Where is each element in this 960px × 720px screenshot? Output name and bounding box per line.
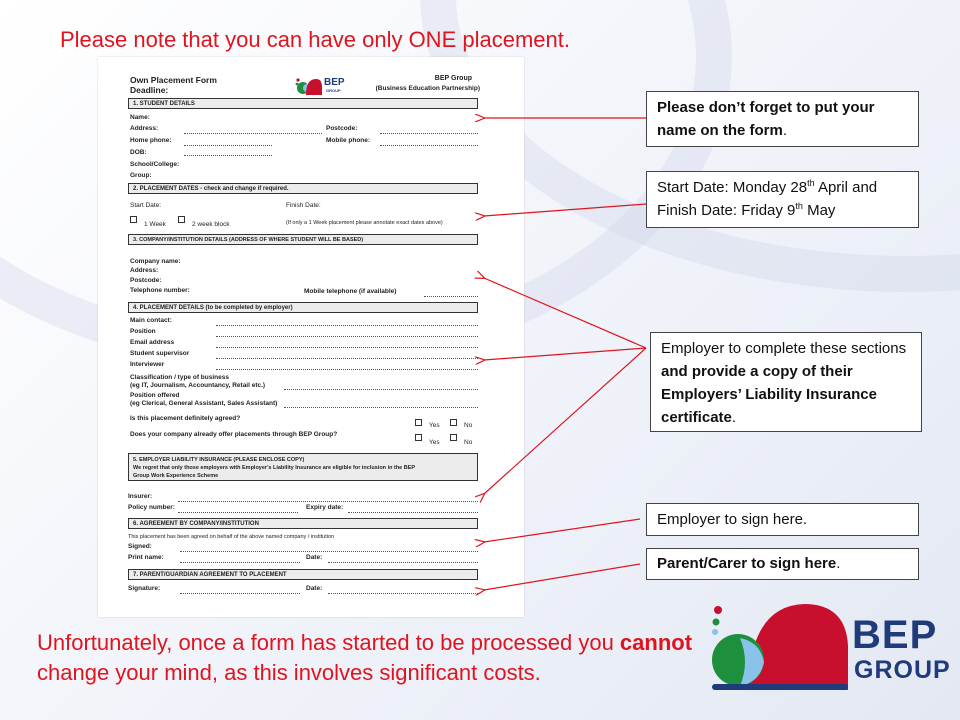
label-classification-eg: (eg IT, Journalism, Accountancy, Retail etc.) (130, 382, 266, 389)
label-position-offered: Position offered (130, 392, 180, 399)
callout-dates-b: April and Finish Date: Friday 9 (657, 179, 878, 219)
label-print-name: Print name: (128, 554, 164, 561)
label-company-postcode: Postcode: (130, 277, 162, 284)
label-already-question: Does your company already offer placements through BEP Group? (130, 431, 338, 438)
label-telephone: Telephone number: (130, 287, 190, 294)
logo-bep-text: BEP (852, 613, 938, 657)
callout-parent-sign (646, 548, 919, 580)
arrow-employer-2 (484, 348, 646, 360)
label-address: Address: (130, 125, 159, 132)
label-supervisor: Student supervisor (130, 350, 190, 357)
label-no: No (464, 422, 473, 429)
callout-name (646, 91, 919, 147)
bottom-note-bold: cannot (619, 630, 693, 655)
label-signature: Signature: (128, 585, 161, 592)
section-1-header: 1. STUDENT DETAILS (128, 98, 478, 109)
label-classification: Classification / type of business (130, 374, 229, 381)
arrow-parent-sign (484, 564, 640, 590)
label-1-week: 1 Week (144, 221, 166, 228)
label-yes: Yes (429, 422, 440, 429)
label-date: Date: (306, 554, 323, 561)
section-6-text: This placement has been agreed on behalf of the above named company / institution (128, 534, 335, 540)
label-finish-date: Finish Date: (286, 202, 321, 209)
label-date-2: Date: (306, 585, 323, 592)
callout-employer-sign (646, 503, 919, 536)
label-postcode: Postcode: (326, 125, 358, 132)
label-signed: Signed: (128, 543, 152, 550)
callout-parent-end: . (836, 555, 841, 572)
callout-dates-sup1: th (807, 178, 815, 188)
label-yes: Yes (429, 439, 440, 446)
logo-group-text: GROUP (854, 656, 951, 684)
label-2-week: 2 week block (192, 221, 230, 228)
label-main-contact: Main contact: (130, 317, 172, 324)
label-dob: DOB: (130, 149, 147, 156)
label-insurer: Insurer: (128, 493, 153, 500)
label-interviewer: Interviewer (130, 361, 165, 368)
label-mobile-phone: Mobile phone: (326, 137, 371, 144)
section-5-text-2: Group Work Experience Scheme (133, 473, 219, 479)
bottom-note-part2: change your mind, as this involves significant costs. (37, 660, 541, 685)
top-note: Please note that you can have only ONE placement. (60, 27, 570, 52)
label-email: Email address (130, 339, 175, 346)
callout-dates-a: Start Date: Monday 28 (657, 179, 808, 196)
label-group: Group: (130, 172, 152, 179)
section-5-text-1: We regret that only those employers with Employer's Liability Insurance are eligible for inclusion in the BEP (133, 465, 416, 471)
label-name: Name: (130, 114, 150, 121)
callout-employer-sign-text: Employer to sign here. (657, 511, 808, 528)
label-position-eg: (eg Clerical, General Assistant, Sales Assistant) (130, 400, 278, 407)
bottom-note-part1: Unfortunately, once a form has started to be processed you (37, 630, 620, 655)
callout-employer-complete (650, 332, 922, 432)
form-deadline: Deadline: (130, 85, 169, 95)
callout-employer-bold: and provide a copy of their Employers’ Liability Insurance certificate (661, 363, 877, 426)
callout-dates-sup2: th (795, 201, 803, 211)
arrow-employer-sign (484, 519, 640, 542)
label-expiry: Expiry date: (306, 504, 344, 511)
callout-dates-c: May (802, 202, 836, 219)
form-org-full: (Business Education Partnership) (375, 85, 480, 92)
label-no: No (464, 439, 473, 446)
form-logo-text: BEP (324, 77, 345, 88)
label-position: Position (130, 328, 156, 335)
section-2-header: 2. PLACEMENT DATES - check and change if required. (128, 183, 478, 194)
callout-employer-a: Employer to complete these sections (661, 340, 907, 357)
section-4-header: 4. PLACEMENT DETAILS (to be completed by employer) (128, 302, 478, 313)
label-agreed-question: Is this placement definitely agreed? (130, 415, 241, 422)
one-week-note: (If only a 1 Week placement please annotate exact dates above) (286, 220, 443, 226)
section-6-header: 6. AGREEMENT BY COMPANY/INSTITUTION (128, 518, 478, 529)
callout-parent-bold: Parent/Carer to sign here (657, 555, 837, 572)
section-3-header: 3. COMPANY/INSTITUTION DETAILS (ADDRESS OF WHERE STUDENT WILL BE BASED) (128, 234, 478, 245)
arrow-dates (484, 204, 646, 216)
label-company-address: Address: (130, 267, 159, 274)
form-title: Own Placement Form (130, 75, 217, 85)
label-policy: Policy number: (128, 504, 175, 511)
arrow-employer-1 (484, 278, 646, 348)
section-5-title: 5. EMPLOYER LIABILITY INSURANCE (PLEASE ENCLOSE COPY) (133, 457, 305, 463)
section-7-header: 7. PARENT/GUARDIAN AGREEMENT TO PLACEMENT (128, 569, 478, 580)
label-start-date: Start Date: (130, 202, 162, 209)
label-school: School/College: (130, 161, 180, 168)
callout-name-end: . (782, 122, 788, 139)
callout-name-bold: Please don’t forget to put your name on the form (657, 99, 875, 139)
callout-employer-end: . (731, 409, 737, 426)
form-org: BEP Group (434, 75, 472, 82)
arrow-employer-3 (484, 348, 646, 494)
label-home-phone: Home phone: (130, 137, 172, 144)
label-company-name: Company name: (130, 258, 181, 265)
form-logo-sub: GROUP (326, 88, 341, 93)
bottom-note (37, 628, 717, 688)
callout-dates (646, 171, 919, 228)
label-mobile-telephone: Mobile telephone (if available) (304, 288, 397, 295)
